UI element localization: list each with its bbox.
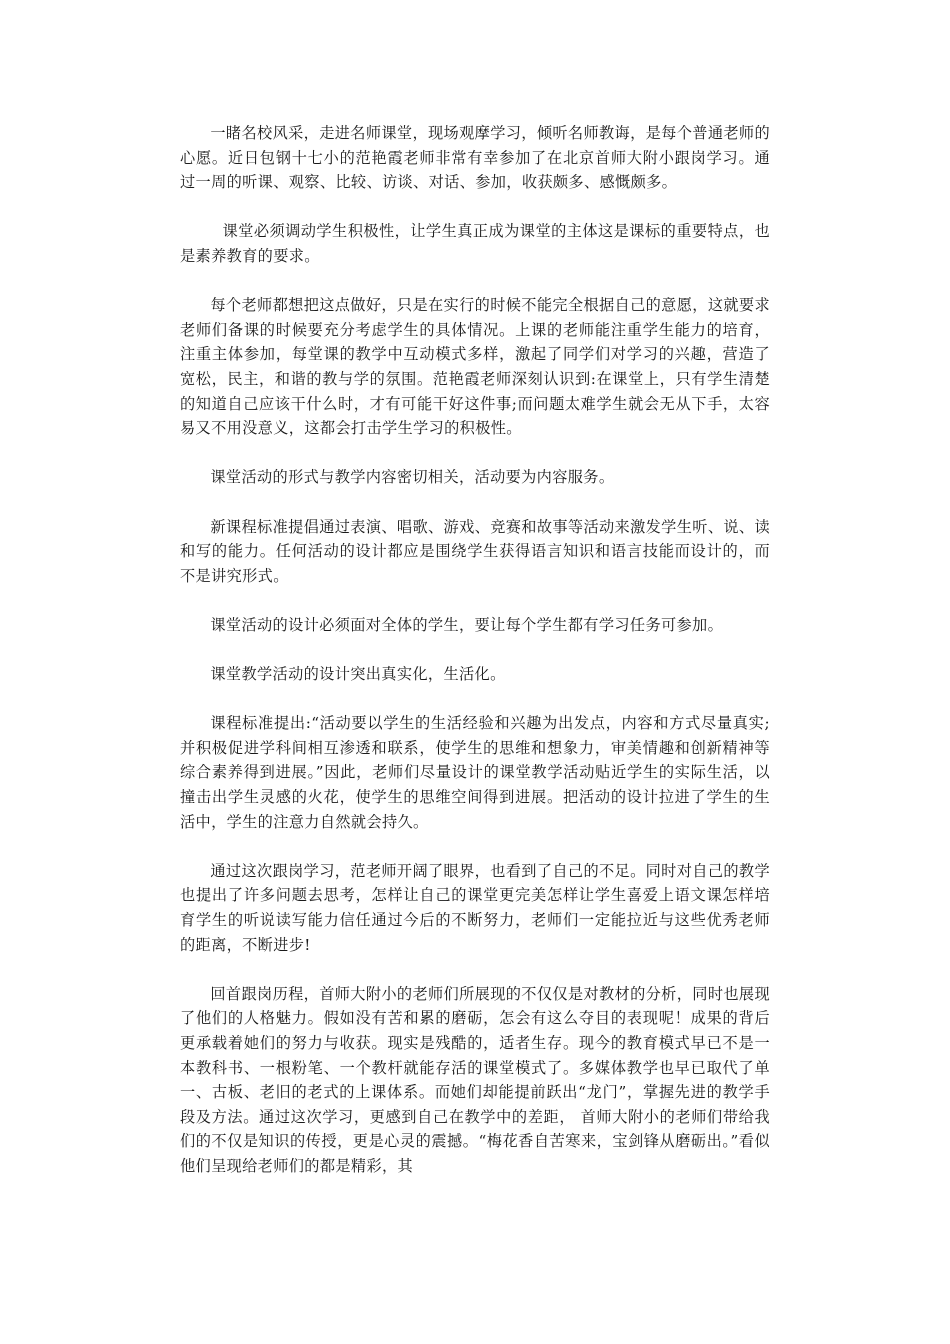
paragraph-real-life: 课堂教学活动的设计突出真实化，生活化。 bbox=[210, 665, 506, 684]
paragraph-reflection: 通过这次跟岗学习，范老师开阔了眼界，也看到了自己的不足。同时对自己的教学也提出了许多问题去思考，怎样让自己的课堂更完美怎样让学生喜爱上语文课怎样培育学生的听说读写能力信任通过今后的不断努力，老师们一定能拉近与这些优秀老师的距离，不断进步! bbox=[180, 861, 770, 954]
paragraph-review: 回首跟岗历程，首师大附小的老师们所展现的不仅仅是对教材的分析，同时也展现了他们的人格魅力。假如没有苦和累的磨砺，怎会有这么夺目的表现呢！成果的背后更承载着她们的努力与收获。现实是残酷的，适者生存。现今的教育模式早已不是一本教科书、一根粉笔、一个教杆就能存活的课堂模式了。多媒体教学也早已取代了单一、古板、老旧的老式的上课体系。而她们却能提前跃出“龙门”，掌握先进的教学手段及方法。通过这次学习，更感到自己在教学中的差距， 首师大附小的老师们带给我们的不仅是知识的传授，更是心灵的震撼。“梅花香自苦寒来，宝剑锋从磨砺出。”看似他们呈现给老师们的都是精彩，其 bbox=[180, 984, 770, 1175]
paragraph-intro: 一睹名校风采，走进名师课堂，现场观摩学习，倾听名师教诲，是每个普通老师的心愿。近日包钢十七小的范艳霞老师非常有幸参加了在北京首师大附小跟岗学习。通过一周的听课、观察、比较、访谈、对话、参加，收获颇多、感慨颇多。 bbox=[180, 124, 770, 192]
paragraph-lesson-preparation: 每个老师都想把这点做好，只是在实行的时候不能完全根据自己的意愿，这就要求老师们备课的时候要充分考虑学生的具体情况。上课的老师能注重学生能力的培育，注重主体参加，每堂课的教学中互动模式多样，激起了同学们对学习的兴趣，营造了宽松，民主，和谐的教与学的氛围。范艳霞老师深刻认识到:在课堂上，只有学生清楚的知道自己应该干什么时，才有可能干好这件事;而问题太难学生就会无从下手，太容易又不用没意义，这都会打击学生学习的积极性。 bbox=[180, 296, 770, 438]
document-body bbox=[180, 121, 770, 1179]
paragraph-curriculum-standard: 课程标准提出:“活动要以学生的生活经验和兴趣为出发点，内容和方式尽量真实;并积极促进学科间相互渗透和联系，使学生的思维和想象力，审美情趣和创新精神等综合素养得到进展。”因此，老师们尽量设计的课堂教学活动贴近学生的实际生活，以撞击出学生灵感的火花，使学生的思维空间得到进展。把活动的设计拉进了学生的生活中，学生的注意力自然就会持久。 bbox=[180, 714, 770, 831]
paragraph-activity-form: 课堂活动的形式与教学内容密切相关，活动要为内容服务。 bbox=[210, 468, 615, 487]
paragraph-all-students: 课堂活动的设计必须面对全体的学生，要让每个学生都有学习任务可参加。 bbox=[210, 615, 724, 634]
paragraph-student-initiative: 课堂必须调动学生积极性，让学生真正成为课堂的主体这是课标的重要特点，也是素养教育的要求。 bbox=[180, 222, 770, 265]
paragraph-new-curriculum: 新课程标准提倡通过表演、唱歌、游戏、竞赛和故事等活动来激发学生听、说、读和写的能力。任何活动的设计都应是围绕学生获得语言知识和语言技能而设计的，而不是讲究形式。 bbox=[180, 517, 770, 585]
